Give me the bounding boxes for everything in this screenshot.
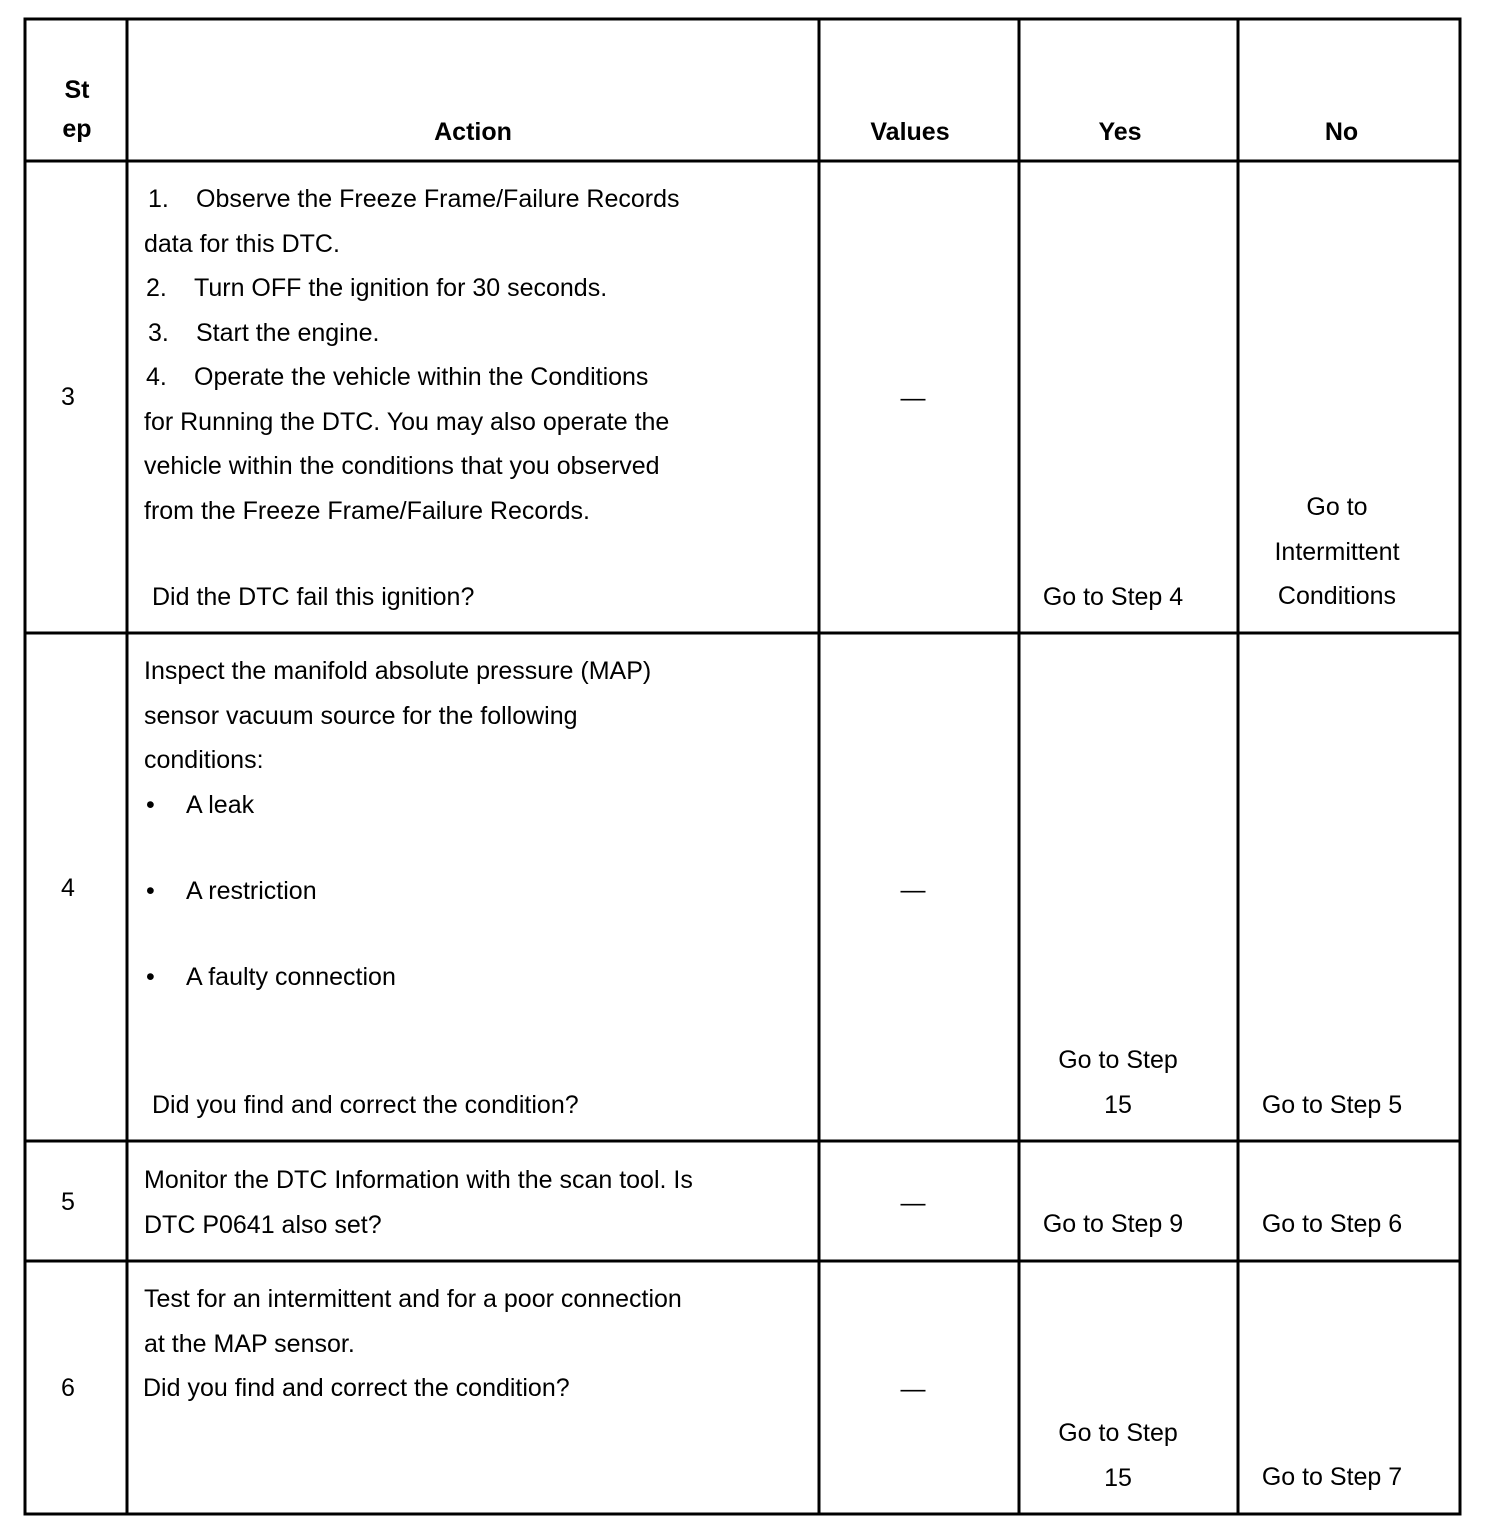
action-question: Did you find and correct the condition? xyxy=(152,1091,579,1119)
header-step: St ep xyxy=(62,76,92,143)
yes-cell: Go to Step 15 xyxy=(1058,1419,1178,1492)
yes-cell: Go to Step 15 xyxy=(1058,1046,1178,1119)
list-item: • A faulty connection xyxy=(144,955,396,1000)
diagnostic-table: St ep Action Values Yes No 3 1. Observe the Freeze Frame/Failure Records data for this DTC. 2. Turn OFF the ignition for 30 seconds. 3. Start the engine. 4. Operate the vehicle within the Conditions for Running the DTC. You may also operate the vehicle within the conditions that you observed from the Freeze Frame/Failure Records. Did the DTC fail this ignition? — Go to Step 4 Go to Intermittent Conditions 4 Inspect the manifold absolute pressure (MAP) sensor vacuum source for the following conditions: • A leak • A restriction • A faulty connection Did you find and correct the condition? — Go to Step 15 Go to Step 5 5 Monitor the DTC Information with the scan tool. Is DTC P0641 also set? — Go to Step 9 Go to Step 6 6 Test for an intermittent and for a poor connection at the MAP sensor. Did you find and correct the condition? — Go to Step 15 Go to Step 7 xyxy=(0,0,1504,1534)
bullet-icon: • xyxy=(146,962,155,991)
bullet-icon: • xyxy=(146,790,155,819)
action-question: Did the DTC fail this ignition? xyxy=(152,583,475,611)
list-item: • A restriction xyxy=(144,869,317,914)
step-number: 4 xyxy=(61,874,75,902)
no-cell: Go to Intermittent Conditions xyxy=(1274,493,1400,610)
yes-cell: Go to Step 4 xyxy=(1042,583,1184,611)
header-yes: Yes xyxy=(1098,118,1142,146)
value-cell: — xyxy=(900,1375,926,1403)
step-number: 5 xyxy=(61,1188,75,1216)
no-cell: Go to Step 5 xyxy=(1261,1091,1403,1119)
value-cell: — xyxy=(900,384,926,412)
list-item: • A leak xyxy=(144,783,254,828)
header-action: Action xyxy=(434,118,512,146)
no-cell: Go to Step 6 xyxy=(1261,1210,1403,1238)
step-number: 6 xyxy=(61,1374,75,1402)
value-cell: — xyxy=(900,1189,926,1217)
header-values: Values xyxy=(870,118,950,146)
yes-cell: Go to Step 9 xyxy=(1042,1210,1184,1238)
bullet-icon: • xyxy=(146,876,155,905)
value-cell: — xyxy=(900,876,926,904)
header-no: No xyxy=(1324,118,1359,146)
no-cell: Go to Step 7 xyxy=(1261,1463,1403,1491)
step-number: 3 xyxy=(61,383,75,411)
